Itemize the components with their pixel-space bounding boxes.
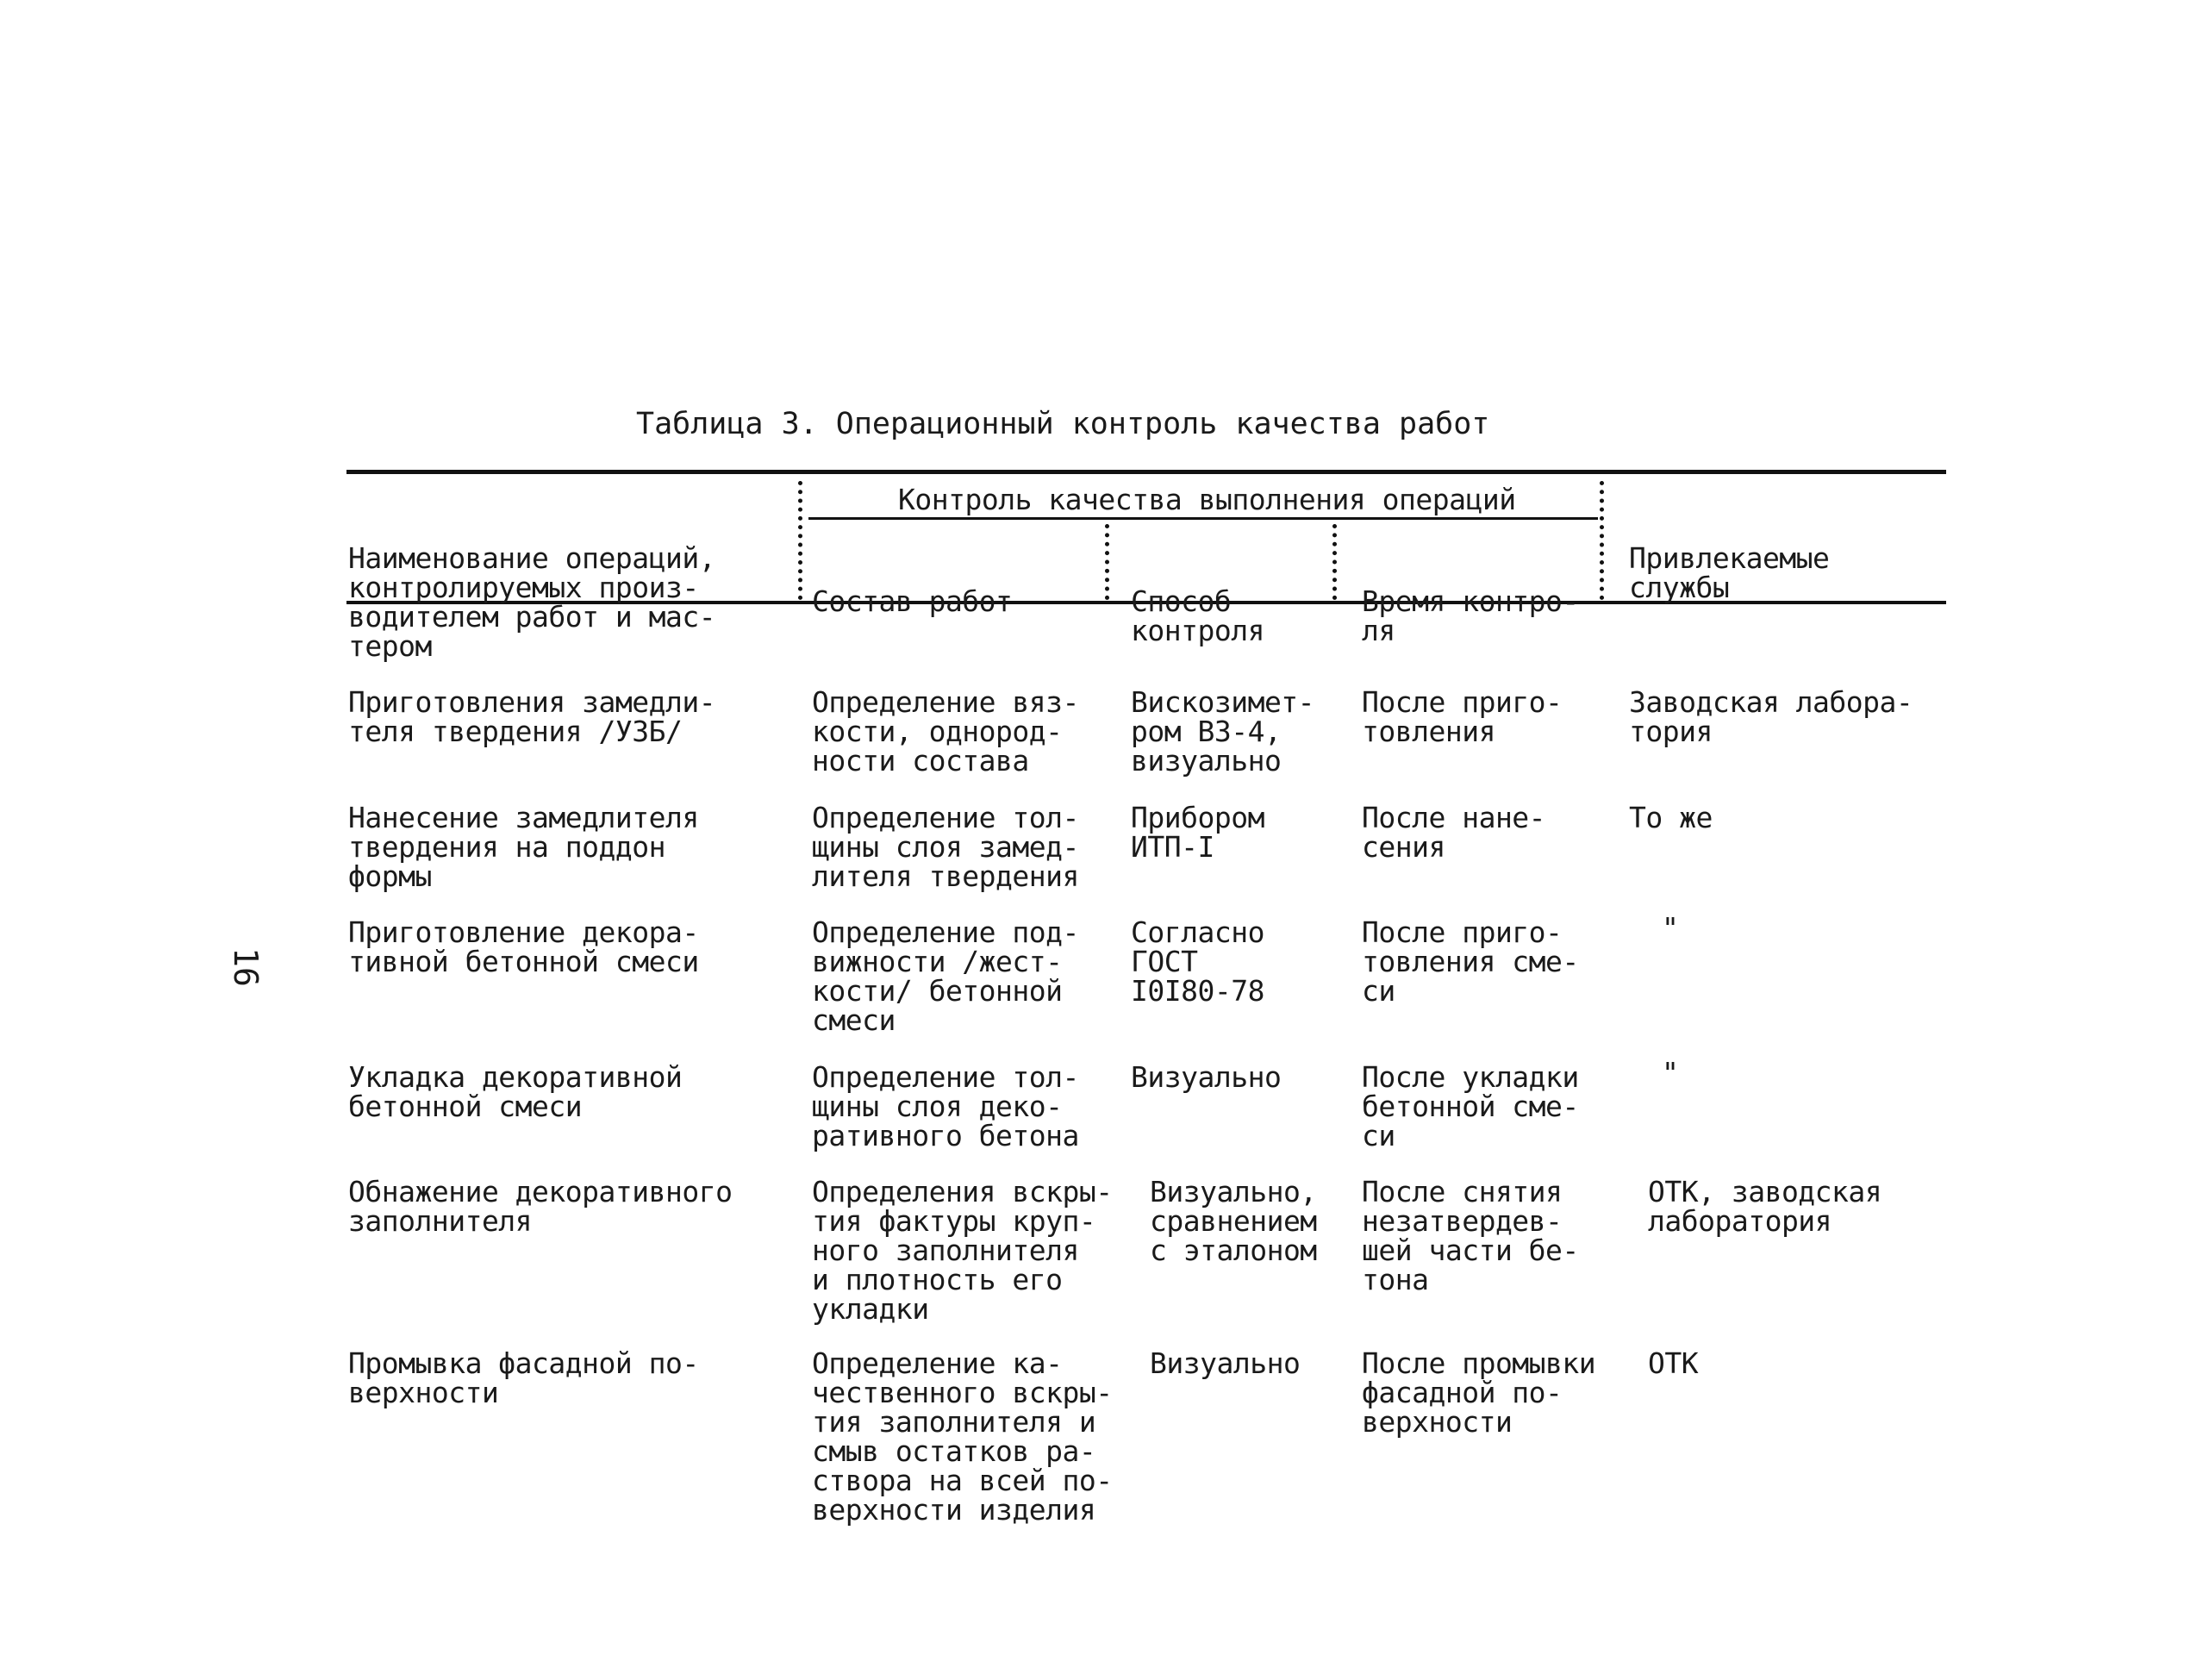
row-2-services: То же — [1629, 801, 1713, 834]
table-caption: Таблица 3. Операционный контроль качества работ — [636, 407, 1490, 441]
header-separator — [1600, 481, 1604, 600]
header-col-time: Время контро- ля — [1362, 584, 1579, 647]
header-col-operation: Наименование операций, контролируемых произ- водителем работ и мас- тером — [348, 541, 716, 663]
row-4-services: " — [1662, 1056, 1679, 1090]
row-1-operation: Приготовления замедли- теля твердения /УЗБ/ — [348, 685, 716, 748]
row-2-method: Прибором ИТП-I — [1131, 801, 1264, 864]
header-col-method: Способ контроля — [1131, 584, 1264, 647]
row-1-time: После приго- товления — [1362, 685, 1563, 748]
row-3-work: Определение под- вижности /жест- кости/ бетонной смеси — [812, 915, 1079, 1037]
row-4-work: Определение тол- щины слоя деко- ративного бетона — [812, 1060, 1079, 1152]
header-separator — [1332, 524, 1337, 600]
row-5-operation: Обнажение декоративного заполнителя — [348, 1175, 733, 1238]
row-3-services: " — [1662, 911, 1679, 945]
table-top-rule — [346, 470, 1946, 474]
header-separator — [1105, 524, 1109, 600]
row-5-work: Определения вскры- тия фактуры круп- ного заполнителя и плотность его укладки — [812, 1175, 1113, 1326]
row-6-work: Определение ка- чественного вскры- тия заполнителя и смыв остатков ра- створа на всей по- верхности изделия — [812, 1346, 1113, 1527]
header-separator — [798, 481, 802, 600]
header-col-work: Состав работ — [812, 584, 1013, 618]
row-2-work: Определение тол- щины слоя замед- лителя твердения — [812, 801, 1079, 893]
row-4-operation: Укладка декоративной бетонной смеси — [348, 1060, 683, 1123]
row-5-services: ОТК, заводская лаборатория — [1648, 1175, 1882, 1238]
row-1-method: Вискозимет- ром ВЗ-4, визуально — [1131, 685, 1315, 778]
row-6-operation: Промывка фасадной по- верхности — [348, 1346, 699, 1409]
row-4-method: Визуально — [1131, 1060, 1282, 1094]
row-3-time: После приго- товления сме- си — [1362, 915, 1579, 1008]
header-col-services: Привлекаемые службы — [1629, 541, 1830, 604]
row-2-time: После нане- сения — [1362, 801, 1546, 864]
row-2-operation: Нанесение замедлителя твердения на поддон формы — [348, 801, 699, 893]
row-3-method: Согласно ГОСТ I0I80-78 — [1131, 915, 1264, 1008]
row-4-time: После укладки бетонной сме- си — [1362, 1060, 1579, 1152]
header-group-title: Контроль качества выполнения операций — [898, 483, 1516, 516]
row-1-work: Определение вяз- кости, однород- ности состава — [812, 685, 1079, 778]
row-5-method: Визуально, сравнением с эталоном — [1150, 1175, 1317, 1267]
row-1-services: Заводская лабора- тория — [1629, 685, 1913, 748]
group-header-rule — [808, 517, 1598, 520]
row-6-services: ОТК — [1648, 1346, 1699, 1380]
row-6-method: Визуально — [1150, 1346, 1301, 1380]
row-5-time: После снятия незатвердев- шей части бе- тона — [1362, 1175, 1579, 1296]
row-6-time: После промывки фасадной по- верхности — [1362, 1346, 1596, 1439]
row-3-operation: Приготовление декора- тивной бетонной смеси — [348, 915, 699, 978]
page-number: 16 — [226, 947, 265, 987]
